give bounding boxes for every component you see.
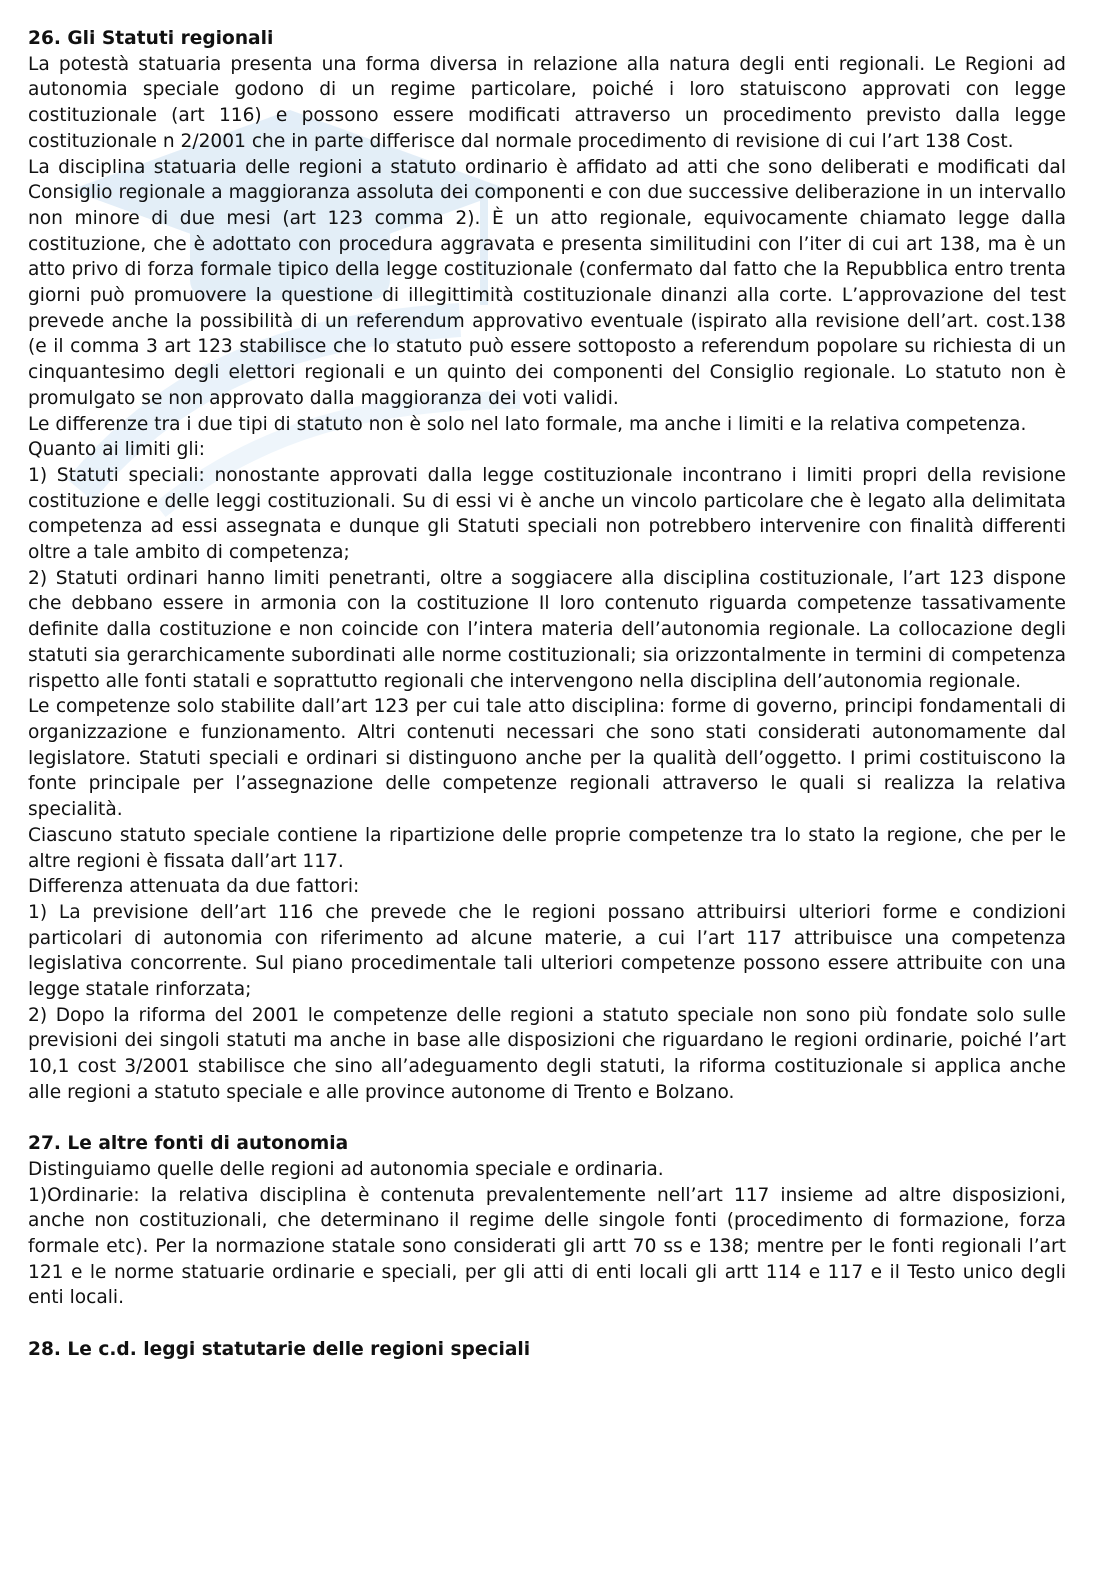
section-heading: 27. Le altre fonti di autonomia	[28, 1133, 349, 1155]
paragraph: Le differenze tra i due tipi di statuto non è solo nel lato formale, ma anche i limiti e la relativa competenza.	[28, 413, 1027, 435]
list-item: 2) Dopo la riforma del 2001 le competenze delle regioni a statuto speciale non sono più fondate solo sulle previsioni dei singoli statuti ma anche in base alle disposizioni che riguardano le regioni ordinarie, poiché l’art 10,1 cost 3/2001 stabilisce che sino all’adeguamento degli statuti, la riforma costituzionale si applica anche alle regioni a statuto speciale e alle province autonome di Trento e Bolzano.	[28, 1004, 1066, 1103]
list-item: 1) La previsione dell’art 116 che prevede che le regioni possano attribuirsi ulteriori forme e condizioni particolari di autonomia con riferimento ad alcune materie, a cui l’art 117 attribuisce una competenza legislativa concorrente. Sul piano procedimentale tali ulteriori competenze possono essere attribuite con una legge statale rinforzata;	[28, 901, 1066, 1001]
paragraph: Quanto ai limiti gli:	[28, 439, 206, 461]
section-28	[28, 1337, 1066, 1363]
paragraph: Le competenze solo stabilite dall’art 123 per cui tale atto disciplina: forme di governo, principi fondamentali di organizzazione e funzionamento. Altri contenuti necessari che sono stati considerati autonomamente dal legislatore. Statuti speciali e ordinari si distinguono anche per la qualità dell’oggetto. I primi costituiscono la fonte principale per l’assegnazione delle competenze regionali attraverso le quali si realizza la relativa specialità.	[28, 696, 1066, 821]
section-26	[28, 26, 1066, 1106]
paragraph: La potestà statuaria presenta una forma diversa in relazione alla natura degli enti regionali. Le Regioni ad autonomia speciale godono di un regime particolare, poiché i loro statuiscono approvati con legge costituzionale (art 116) e possono essere modificati attraverso un procedimento previsto dalla legge costituzionale n 2/2001 che in parte differisce dal normale procedimento di revisione di cui l’art 138 Cost.	[28, 53, 1066, 152]
list-item: 2) Statuti ordinari hanno limiti penetranti, oltre a soggiacere alla disciplina costituzionale, l’art 123 dispone che debbano essere in armonia con la costituzione Il loro contenuto riguarda competenze tassativamente definite dalla costituzione e non coincide con l’intera materia dell’autonomia regionale. La collocazione degli statuti sia gerarchicamente subordinati alle norme costituzionali; sia orizzontalmente in termini di competenza rispetto alle fonti statali e soprattutto regionali che intervengono nella disciplina dell’autonomia regionale.	[28, 567, 1066, 692]
list-item: 1) Statuti speciali: nonostante approvati dalla legge costituzionale incontrano i limiti propri della revisione costituzione e delle leggi costituzionali. Su di essi vi è anche un vincolo particolare che è legato alla delimitata competenza ad essi assegnata e dunque gli Statuti speciali non potrebbero intervenire con finalità differenti oltre a tale ambito di competenza;	[28, 464, 1066, 564]
paragraph: Ciascuno statuto speciale contiene la ripartizione delle proprie competenze tra lo stato la regione, che per le altre regioni è fissata dall’art 117.	[28, 824, 1066, 872]
paragraph: La disciplina statuaria delle regioni a statuto ordinario è affidato ad atti che sono deliberati e modificati dal Consiglio regionale a maggioranza assoluta dei componenti e con due successive deliberazione in un intervallo non minore di due mesi (art 123 comma 2). È un atto regionale, equivocamente chiamato legge dalla costituzione, che è adottato con procedura aggravata e presenta similitudini con l’iter di cui art 138, ma è un atto privo di forza formale tipico della legge costituzionale (confermato dal fatto che la Repubblica entro trenta giorni può promuovere la questione di illegittimità costituzionale dinanzi alla corte. L’approvazione del test prevede anche la possibilità di un referendum approvativo eventuale (ispirato alla revisione dell’art. cost.138 (e il comma 3 art 123 stabilisce che lo statuto può essere sottoposto a referendum popolare su richiesta di un cinquantesimo degli elettori regionali e un quinto dei componenti del Consiglio regionale. Lo statuto non è promulgato se non approvato dalla maggioranza dei voti validi.	[28, 156, 1066, 409]
blank-line	[28, 1311, 1066, 1337]
paragraph: Differenza attenuata da due fattori:	[28, 876, 360, 898]
blank-line	[28, 1106, 1066, 1132]
list-item: 1)Ordinarie: la relativa disciplina è contenuta prevalentemente nell’art 117 insieme ad altre disposizioni, anche non costituzionali, che determinano il regime delle singole fonti (procedimento di formazione, forza formale etc). Per la normazione statale sono considerati gli artt 70 ss e 138; mentre per le fonti regionali l’art 121 e le norme statuarie ordinarie e speciali, per gli atti di enti locali gli artt 114 e 117 e il Testo unico degli enti locali.	[28, 1184, 1066, 1309]
section-heading: 28. Le c.d. leggi statutarie delle regioni speciali	[28, 1338, 531, 1360]
section-27	[28, 1131, 1066, 1311]
section-heading: 26. Gli Statuti regionali	[28, 28, 274, 49]
paragraph: Distinguiamo quelle delle regioni ad autonomia speciale e ordinaria.	[28, 1158, 664, 1180]
